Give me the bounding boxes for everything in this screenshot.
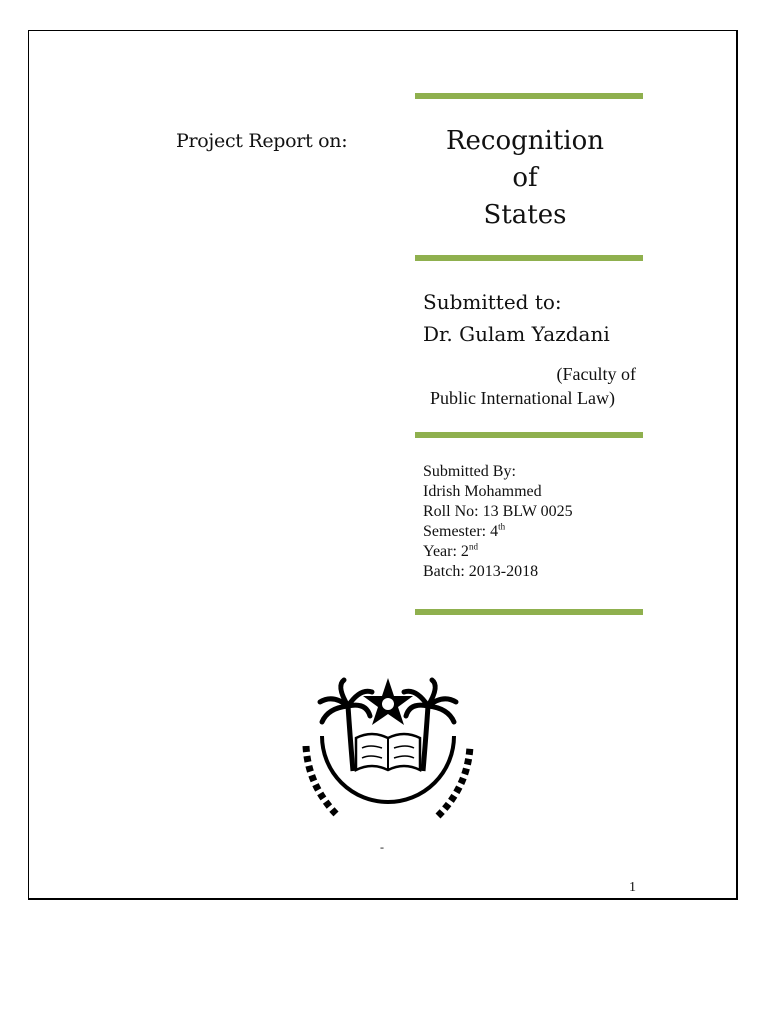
report-title — [420, 123, 630, 234]
university-emblem — [298, 676, 478, 836]
submitted-by-block — [423, 462, 573, 582]
project-report-label: Project Report on: — [176, 130, 348, 152]
year: Year: 2nd — [423, 541, 478, 560]
title-line: Recognition — [445, 126, 605, 156]
student-name: Idrish Mohammed — [423, 483, 542, 500]
supervisor-name: Dr. Gulam Yazdani — [423, 322, 610, 346]
divider-rule — [415, 93, 643, 99]
title-line: States — [483, 200, 567, 230]
roll-number: Roll No: 13 BLW 0025 — [423, 503, 573, 520]
separator-dash: - — [380, 840, 384, 854]
semester: Semester: 4th — [423, 521, 506, 540]
submitted-to-heading: Submitted to: — [423, 290, 562, 314]
faculty-line: (Faculty of — [556, 364, 636, 384]
title-line: of — [512, 163, 538, 193]
page-number: 1 — [629, 880, 636, 895]
divider-rule — [415, 432, 643, 438]
submitted-to-block — [423, 286, 610, 350]
faculty-line: Public International Law) — [430, 388, 615, 408]
faculty-block — [420, 362, 636, 410]
divider-rule — [415, 609, 643, 615]
divider-rule — [415, 255, 643, 261]
batch: Batch: 2013-2018 — [423, 563, 539, 580]
submitted-by-heading: Submitted By: — [423, 463, 516, 480]
